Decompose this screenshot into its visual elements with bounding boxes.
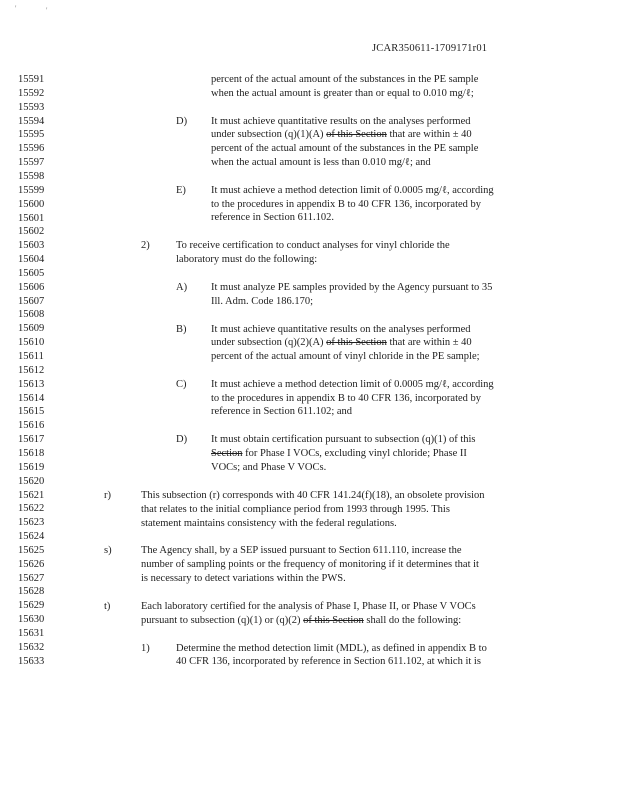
text-line: under subsection (q)(2)(A) of this Section that are within ± 40	[211, 337, 472, 348]
line-number: 15622	[18, 503, 45, 515]
text-line: pursuant to subsection (q)(1) or (q)(2) of this Section shall do the following:	[141, 615, 462, 626]
line-number: 15595	[18, 129, 45, 141]
line-number: 15611	[18, 351, 44, 362]
text-line: under subsection (q)(1)(A) of this Section that are within ± 40	[211, 129, 472, 140]
text-line: Determine the method detection limit (MDL), as defined in appendix B to	[176, 643, 487, 654]
line-number: 15631	[18, 628, 45, 639]
line-number: 15604	[18, 254, 45, 265]
line-number: 15594	[18, 115, 45, 127]
scan-mark: '	[15, 4, 17, 13]
line-number: 15605	[18, 267, 45, 279]
text-line: reference in Section 611.102.	[211, 212, 334, 223]
line-number: 15613	[18, 378, 45, 390]
scan-mark: '	[46, 6, 48, 15]
line-number: 15614	[18, 392, 45, 404]
line-number: 15601	[18, 212, 45, 224]
line-number: 15624	[18, 531, 45, 542]
text-line: It must achieve quantitative results on the analyses performed	[211, 116, 471, 127]
text-line: laboratory must do the following:	[176, 254, 318, 265]
line-number: 15620	[18, 475, 45, 487]
document-header-id: JCAR350611-1709171r01	[372, 43, 488, 54]
line-number: 15597	[18, 157, 45, 169]
item-label: r)	[104, 490, 111, 501]
item-label: D)	[176, 434, 188, 445]
line-number: 15619	[18, 461, 45, 473]
line-number: 15629	[18, 600, 45, 612]
line-number: 15615	[18, 406, 45, 418]
line-number: 15623	[18, 517, 45, 529]
line-number: 15609	[18, 323, 45, 335]
struck-text: of this Section	[326, 129, 387, 140]
line-number: 15612	[18, 364, 45, 376]
line-number: 15599	[18, 184, 45, 196]
line-number: 15608	[18, 309, 45, 321]
struck-text: of this Section	[326, 337, 387, 348]
text-line: VOCs; and Phase V VOCs.	[211, 462, 327, 473]
line-number: 15607	[18, 295, 45, 307]
item-label: E)	[176, 185, 186, 196]
line-number: 15632	[18, 641, 45, 653]
text-line: statement maintains consistency with the federal regulations.	[141, 518, 397, 529]
line-number: 15591	[18, 74, 45, 85]
text-line: Section for Phase I VOCs, excluding vinyl chloride; Phase II	[211, 448, 467, 459]
line-number: 15627	[18, 572, 45, 584]
text-line: when the actual amount is less than 0.010 mg/ℓ; and	[211, 157, 431, 168]
text-line: It must achieve a method detection limit of 0.0005 mg/ℓ, according	[211, 379, 494, 390]
line-number: 15626	[18, 558, 45, 570]
item-label: s)	[104, 545, 112, 556]
text-line: To receive certification to conduct analyses for vinyl chloride the	[176, 240, 450, 251]
line-number: 15603	[18, 240, 45, 252]
text-line: This subsection (r) corresponds with 40 CFR 141.24(f)(18), an obsolete provision	[141, 490, 485, 501]
text-line: is necessary to detect variations within the PWS.	[141, 573, 346, 584]
text-line: Each laboratory certified for the analysis of Phase I, Phase II, or Phase V VOCs	[141, 601, 476, 612]
item-label: C)	[176, 379, 187, 390]
text-line: to the procedures in appendix B to 40 CFR 136, incorporated by	[211, 199, 482, 210]
line-number: 15610	[18, 337, 45, 349]
item-label: D)	[176, 116, 188, 127]
text-line: when the actual amount is greater than or equal to 0.010 mg/ℓ;	[211, 88, 474, 99]
line-number: 15600	[18, 198, 45, 210]
text-line: number of sampling points or the frequency of monitoring if it determines that it	[141, 559, 479, 570]
line-number: 15592	[18, 87, 45, 99]
struck-text: Section	[211, 448, 243, 459]
item-label: 1)	[141, 643, 150, 654]
struck-text: of this Section	[303, 615, 364, 626]
text-line: It must obtain certification pursuant to subsection (q)(1) of this	[211, 434, 476, 445]
text-line: It must achieve quantitative results on the analyses performed	[211, 324, 471, 335]
line-number: 15602	[18, 226, 45, 238]
line-number: 15606	[18, 281, 45, 293]
line-number: 15625	[18, 544, 45, 556]
line-number: 15616	[18, 420, 45, 432]
line-number: 15617	[18, 434, 45, 446]
line-number: 15633	[18, 655, 45, 667]
text-line: reference in Section 611.102; and	[211, 406, 353, 417]
text-line: percent of the actual amount of vinyl chloride in the PE sample;	[211, 351, 480, 362]
item-label: 2)	[141, 240, 150, 251]
text-line: that relates to the initial compliance period from 1993 through 1995. This	[141, 504, 450, 515]
line-number: 15593	[18, 101, 45, 113]
text-line: It must achieve a method detection limit of 0.0005 mg/ℓ, according	[211, 185, 494, 196]
text-line: percent of the actual amount of the substances in the PE sample	[211, 74, 479, 85]
line-number: 15596	[18, 143, 45, 155]
line-number: 15598	[18, 170, 45, 182]
item-label: A)	[176, 282, 188, 293]
item-label: B)	[176, 324, 187, 335]
text-line: Ill. Adm. Code 186.170;	[211, 296, 314, 307]
text-line: percent of the actual amount of the substances in the PE sample	[211, 143, 479, 154]
text-line: It must analyze PE samples provided by the Agency pursuant to 35	[211, 282, 493, 293]
line-number: 15630	[18, 614, 45, 626]
line-number: 15618	[18, 447, 45, 459]
line-number: 15621	[18, 489, 45, 501]
text-line: The Agency shall, by a SEP issued pursuant to Section 611.110, increase the	[141, 545, 462, 556]
item-label: t)	[104, 601, 111, 612]
text-line: to the procedures in appendix B to 40 CFR 136, incorporated by	[211, 393, 482, 404]
text-line: 40 CFR 136, incorporated by reference in Section 611.102, at which it is	[176, 656, 481, 667]
line-number: 15628	[18, 586, 45, 598]
